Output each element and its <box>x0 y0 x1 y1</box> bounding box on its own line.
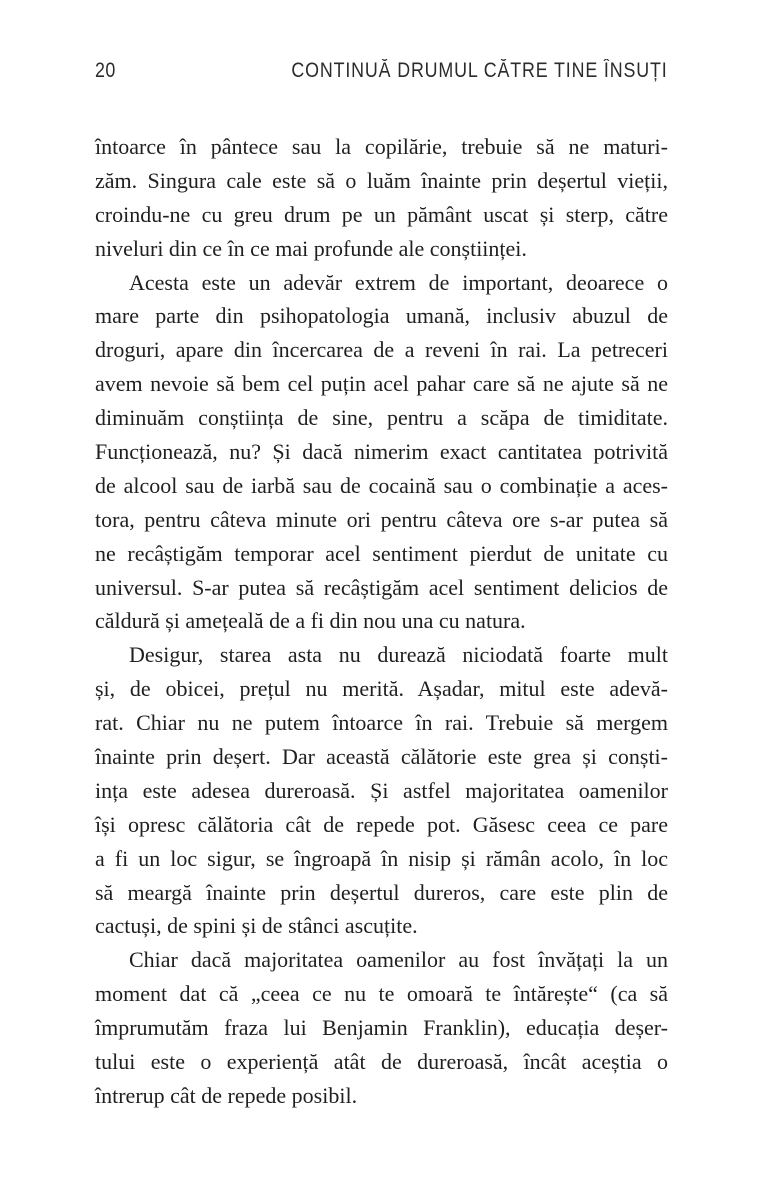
body-text <box>95 130 668 1113</box>
text-line: ința este adesea dureroasă. Și astfel majoritatea oamenilor <box>95 777 668 803</box>
text-line: niveluri din ce în ce mai profunde ale conștiinței. <box>95 235 527 261</box>
paragraph <box>95 130 668 266</box>
text-line: rat. Chiar nu ne putem întoarce în rai. Trebuie să mergem <box>95 710 668 736</box>
text-line: universul. S-ar putea să recâștigăm acel sentiment delicios de <box>95 574 668 600</box>
text-line: diminuăm conștiința de sine, pentru a scăpa de timiditate. <box>95 405 668 431</box>
text-line: Funcționează, nu? Și dacă nimerim exact cantitatea potrivită <box>95 439 668 465</box>
text-line: înainte prin deșert. Dar această călătorie este grea și conști- <box>95 744 668 770</box>
text-line: căldură și amețeală de a fi din nou una cu natura. <box>95 608 526 634</box>
page-header <box>95 59 668 83</box>
text-line: Desigur, starea asta nu durează niciodată foarte mult <box>129 642 668 668</box>
text-line: croindu-ne cu greu drum pe un pământ uscat și sterp, către <box>95 201 668 227</box>
text-line: avem nevoie să bem cel puțin acel pahar care să ne ajute să ne <box>95 371 668 397</box>
paragraph <box>95 638 668 943</box>
paragraph <box>95 266 668 639</box>
text-line: și, de obicei, prețul nu merită. Așadar, mitul este adevă- <box>95 676 668 702</box>
text-line: tului este o experiență atât de dureroasă, încât aceștia o <box>95 1049 668 1075</box>
text-line: mare parte din psihopatologia umană, inclusiv abuzul de <box>95 303 668 329</box>
text-line: Chiar dacă majoritatea oamenilor au fost învățați la un <box>129 947 668 973</box>
text-line: întoarce în pântece sau la copilărie, trebuie să ne maturi- <box>95 134 668 159</box>
text-line: moment dat că „ceea ce nu te omoară te întărește“ (ca să <box>95 981 668 1007</box>
text-line: ne recâștigăm temporar acel sentiment pierdut de unitate cu <box>95 540 668 566</box>
text-line: împrumutăm fraza lui Benjamin Franklin), educația deșer- <box>95 1015 668 1041</box>
text-line: Acesta este un adevăr extrem de important, deoarece o <box>129 269 668 295</box>
text-line: zăm. Singura cale este să o luăm înainte prin deșertul vieții, <box>95 167 668 193</box>
text-line: de alcool sau de iarbă sau de cocaină sau o combinație a aces- <box>95 472 668 498</box>
text-line: a fi un loc sigur, se îngroapă în nisip și rămân acolo, în loc <box>95 845 668 871</box>
page-number: 20 <box>95 59 116 82</box>
text-line: droguri, apare din încercarea de a reveni în rai. La petreceri <box>95 337 668 363</box>
text-line: își opresc călătoria cât de repede pot. Găsesc ceea ce pare <box>95 811 668 837</box>
paragraph <box>95 943 668 1112</box>
text-line: cactuși, de spini și de stânci ascuțite. <box>95 913 418 939</box>
text-line: tora, pentru câteva minute ori pentru câteva ore s-ar putea să <box>95 506 668 532</box>
running-head: CONTINUĂ DRUMUL CĂTRE TINE ÎNSUȚI <box>291 59 668 82</box>
text-line: întrerup cât de repede posibil. <box>95 1082 358 1108</box>
text-line: să meargă înainte prin deșertul dureros, care este plin de <box>95 879 668 905</box>
